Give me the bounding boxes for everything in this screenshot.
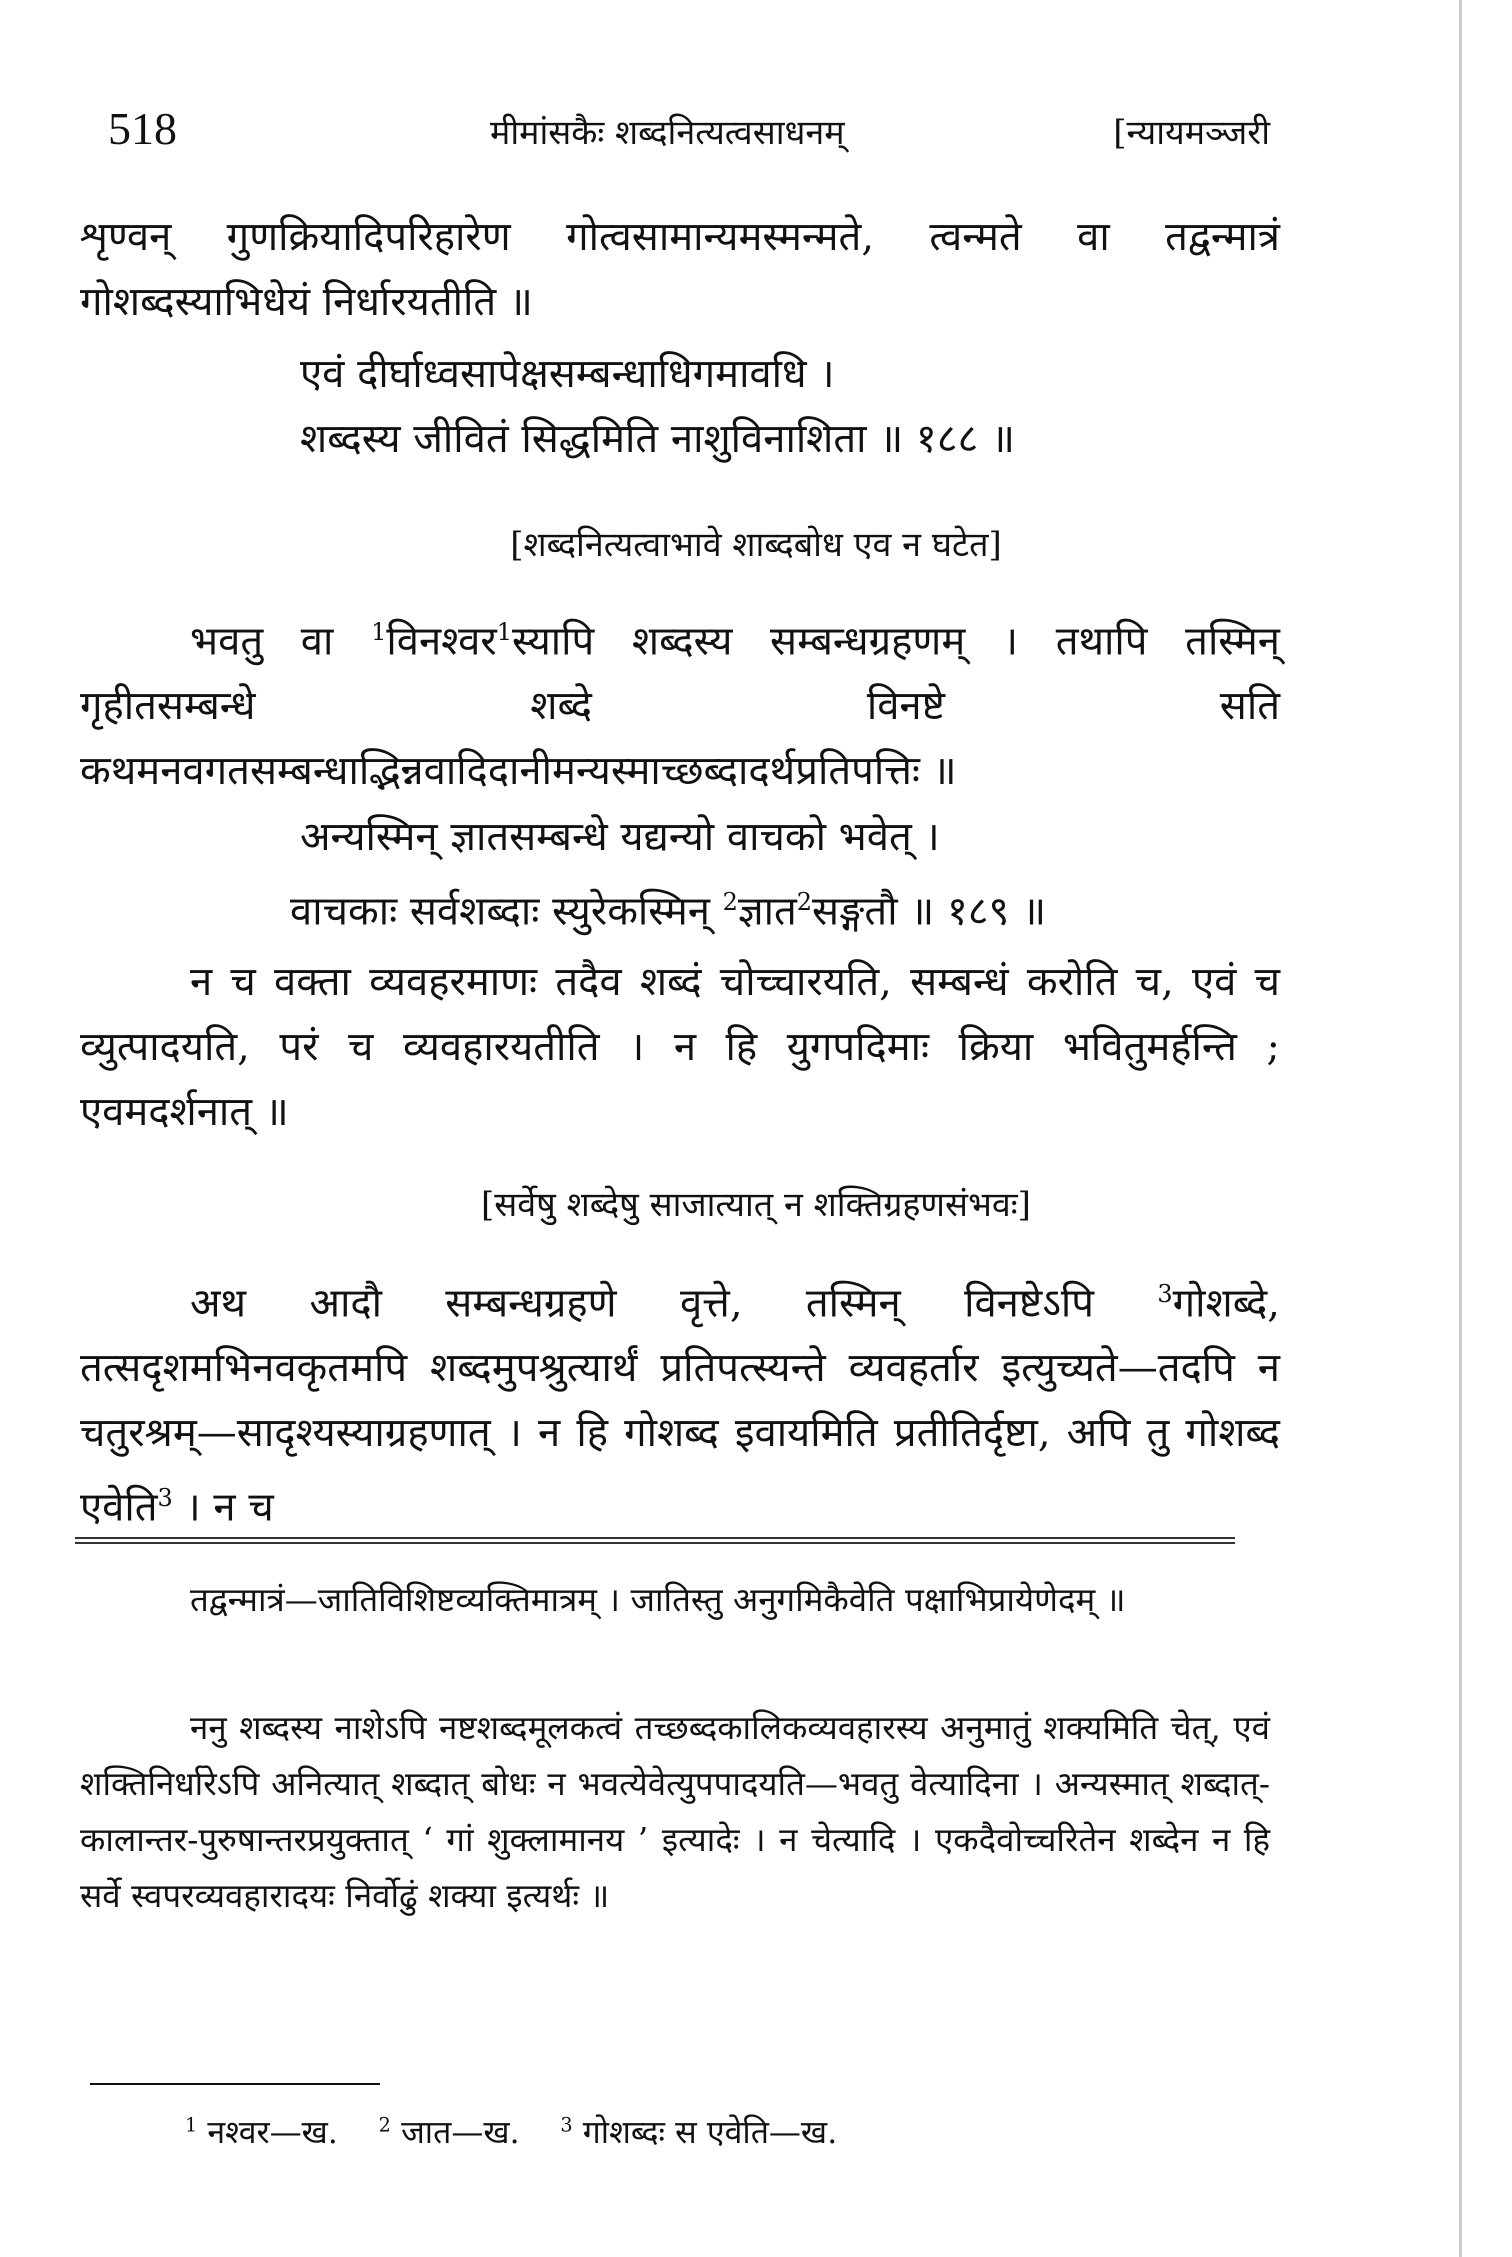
footnote-divider xyxy=(90,2083,380,2085)
running-title: मीमांसकैः शब्दनित्यत्वसाधनम् xyxy=(490,113,845,153)
book-title: [न्यायमञ्जरी xyxy=(1113,113,1270,153)
footnote-3: गोशब्दः स एवेति—ख. xyxy=(572,2113,838,2151)
footnote-ref-3-end: 3 xyxy=(157,1484,173,1513)
verse-189-text-a: वाचकाः सर्वशब्दाः स्युरेकस्मिन् xyxy=(290,888,723,935)
footnote-3-number: 3 xyxy=(560,2113,573,2137)
verse-188-line-1: एवं दीर्घाध्वसापेक्षसम्बन्धाधिगमावधि । xyxy=(300,351,835,397)
verse-189-line-1: अन्यस्मिन् ज्ञातसम्बन्धे यद्यन्यो वाचको भवेत् । xyxy=(300,814,940,860)
footnote-2-number: 2 xyxy=(378,2113,391,2137)
footnote-1-number: 1 xyxy=(185,2113,198,2137)
section-heading-1: [शब्दनित्यत्वाभावे शाब्दबोध एव न घटेत] xyxy=(510,525,1002,565)
page-number: 518 xyxy=(108,103,177,154)
verse-188-line-2: शब्दस्य जीवितं सिद्धमिति नाशुविनाशिता ॥ १८८ ॥ xyxy=(300,416,1016,462)
footnote-ref-1: 1 xyxy=(371,618,387,646)
verse-189-line-2 xyxy=(290,870,1046,944)
footnote-ref-2: 2 xyxy=(722,888,738,916)
paragraph-4-text-b: गोशब्दे, तत्सदृशमभिनवकृतमपि शब्दमुपश्रुत्यार्थं प्रतिपत्स्यन्ते व्यवहर्तार इत्युच्यते—तदपि न चतुरश्रम्—सादृश्यस्याग्रहणात् । न हि गोशब्द इवायमिति प्रतीतिर्दृष्टा, अपि तु गोशब्द एवेति xyxy=(80,1280,1280,1531)
commentary-divider-double xyxy=(75,1542,1235,1544)
paragraph-4 xyxy=(80,1262,1280,1541)
verse-189-text-b: ज्ञात xyxy=(737,888,797,935)
footnote-2: जात—ख. xyxy=(390,2113,520,2151)
commentary-2: ननु शब्दस्य नाशेऽपि नष्टशब्दमूलकत्वं तच्छब्दकालिकव्यवहारस्य अनुमातुं शक्यमिति चेत्, एवं शक्तिनिर्धारेऽपि अनित्यात् शब्दात् बोधः न भवत्येवेत्युपपादयति—भवतु वेत्यादिना । अन्यस्मात् शब्दात्-कालान्तर-पुरुषान्तरप्रयुक्तात् ‘ गां शुक्लामानय ’ इत्यादेः । न चेत्यादि । एकदैवोच्चरितेन शब्देन न हि सर्वे स्वपरव्यवहारादयः निर्वोढुं शक्या इत्यर्थः ॥ xyxy=(80,1708,1270,1915)
paragraph-1: शृण्वन् गुणक्रियादिपरिहारेण गोत्वसामान्यमस्मन्मते, त्वन्मते वा तद्वन्मात्रं गोशब्दस्याभिधेयं निर्धारयतीति ॥ xyxy=(80,214,1280,325)
running-header xyxy=(100,100,1270,160)
footnotes xyxy=(185,2110,837,2153)
paragraph-2-text-c: स्यापि शब्दस्य सम्बन्धग्रहणम् । तथापि तस्मिन् गृहीतसम्बन्धे शब्दे विनष्टे सति कथमनवगतसम्बन्धाद्भिन्नवादिदानीमन्यस्माच्छब्दादर्थप्रतिपत्तिः ॥ xyxy=(80,618,1280,795)
paragraph-3: न च वक्ता व्यवहरमाणः तदैव शब्दं चोच्चारयति, सम्बन्धं करोति च, एवं च व्युत्पादयति, परं च व्यवहारयतीति । न हि युगपदिमाः क्रिया भवितुमर्हन्ति ; एवमदर्शनात् ॥ xyxy=(80,959,1280,1135)
paragraph-4-text-c: । न च xyxy=(172,1484,274,1531)
section-heading-2: [सर्वेषु शब्देषु साजात्यात् न शक्तिग्रहणसंभवः] xyxy=(481,1185,1031,1225)
paragraph-4-text-a: अथ आदौ सम्बन्धग्रहणे वृत्ते, तस्मिन् विनष्टेऽपि xyxy=(190,1280,1158,1327)
page-edge-shadow xyxy=(1459,0,1462,2257)
footnote-ref-3: 3 xyxy=(1157,1280,1173,1308)
paragraph-2 xyxy=(80,600,1280,804)
verse-189-text-c: सङ्गतौ ॥ १८९ ॥ xyxy=(812,888,1047,935)
footnote-ref-2-end: 2 xyxy=(796,888,813,916)
paragraph-2-text-a: भवतु वा xyxy=(190,618,372,665)
commentary-divider xyxy=(75,1537,1235,1539)
commentary-1: तद्वन्मात्रं—जातिविशिष्टव्यक्तिमात्रम् । जातिस्तु अनुगमिकैवेति पक्षाभिप्रायेणेदम् ॥ xyxy=(190,1580,1126,1619)
paragraph-2-text-b: विनश्वर xyxy=(386,618,497,665)
footnote-1: नश्वर—ख. xyxy=(197,2113,338,2151)
footnote-ref-1-end: 1 xyxy=(496,618,513,646)
